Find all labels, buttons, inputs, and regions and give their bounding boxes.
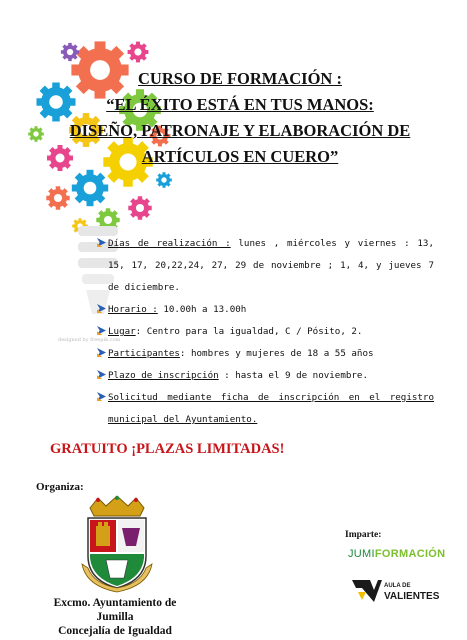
- item-text: lunes , miércoles y viernes : 13, 15, 17, 20,22,24, 27, 29 de noviembre ; 1, 4, y jueves 7 de diciembre.: [108, 238, 434, 293]
- list-item-dias: [100, 233, 434, 299]
- title-line-1: CURSO DE FORMACIÓN :: [138, 69, 342, 88]
- list-item-lugar: [100, 321, 434, 343]
- organizer-line-1: Excmo. Ayuntamiento de: [53, 597, 177, 609]
- imparte-label: Imparte:: [345, 530, 382, 540]
- item-text: : Centro para la igualdad, C / Pósito, 2.: [135, 326, 363, 337]
- organiza-label: Organiza:: [36, 481, 84, 493]
- item-label: Días de realización :: [108, 238, 231, 249]
- formacion-logo-part: FORMACIÓN: [374, 548, 446, 560]
- illustration-credit: designed by freepik.com: [58, 337, 121, 343]
- arrow-bullet-icon: [97, 304, 106, 313]
- arrow-bullet-icon: [97, 348, 106, 357]
- course-details-list: [100, 233, 434, 431]
- list-item-horario: [100, 299, 434, 321]
- item-label: Horario :: [108, 304, 158, 315]
- arrow-bullet-icon: [97, 326, 106, 335]
- arrow-bullet-icon: [97, 392, 106, 401]
- title-line-4: ARTÍCULOS EN CUERO”: [141, 147, 339, 166]
- free-places-banner: GRATUITO ¡PLAZAS LIMITADAS!: [50, 441, 285, 457]
- aula-logo-line-1: AULA DE: [384, 583, 411, 589]
- item-text: 10.00h a 13.00h: [157, 304, 247, 315]
- organizer-line-2: Jumilla: [96, 611, 134, 623]
- page-title: [40, 66, 440, 170]
- aula-logo-line-2: VALIENTES: [384, 591, 440, 602]
- item-text: mediante ficha de inscripción en el registro municipal del Ayuntamiento.: [108, 392, 434, 425]
- coat-of-arms-icon: [76, 494, 158, 594]
- title-line-3: DISEÑO, PATRONAJE Y ELABORACIÓN DE: [69, 121, 411, 140]
- item-label: Plazo de inscripción: [108, 370, 219, 381]
- list-item-participantes: [100, 343, 434, 365]
- title-line-2: “EL ÉXITO ESTÁ EN TUS MANOS:: [106, 95, 374, 114]
- organizer-name: [20, 596, 210, 638]
- jumi-logo-part: JUMI: [348, 548, 375, 560]
- item-label: Participantes: [108, 348, 180, 359]
- item-text: : hasta el 9 de noviembre.: [218, 370, 368, 381]
- list-item-plazo: [100, 365, 434, 387]
- jumiformacion-logo: [348, 548, 445, 560]
- item-text: : hombres y mujeres de 18 a 55 años: [179, 348, 374, 359]
- organizer-line-3: Concejalía de Igualdad: [58, 625, 172, 637]
- list-item-solicitud: [100, 387, 434, 431]
- item-label: Lugar: [108, 326, 136, 337]
- aula-de-valientes-logo: [352, 576, 448, 604]
- arrow-bullet-icon: [97, 238, 106, 247]
- arrow-bullet-icon: [97, 370, 106, 379]
- item-label: Solicitud: [108, 392, 158, 403]
